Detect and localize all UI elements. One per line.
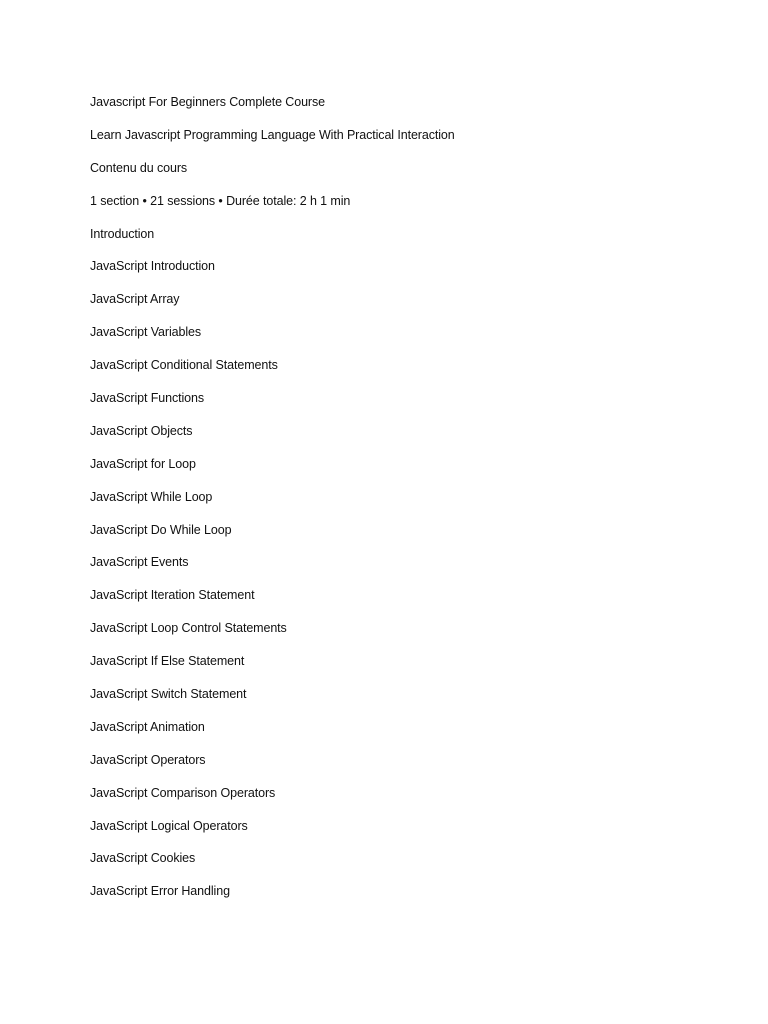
document-page xyxy=(90,92,730,914)
lesson-item: JavaScript Introduction xyxy=(90,259,215,274)
course-summary: 1 section • 21 sessions • Durée totale: 2 h 1 min xyxy=(90,193,351,208)
lesson-item: JavaScript While Loop xyxy=(90,489,213,504)
lesson-item: JavaScript Switch Statement xyxy=(90,687,247,702)
lesson-item: JavaScript Cookies xyxy=(90,851,196,866)
section-title: Introduction xyxy=(90,226,155,241)
lesson-item: JavaScript Conditional Statements xyxy=(90,358,278,373)
course-subtitle: Learn Javascript Programming Language With Practical Interaction xyxy=(90,127,455,142)
lesson-item: JavaScript If Else Statement xyxy=(90,654,245,669)
lesson-list xyxy=(90,256,730,914)
lesson-item: JavaScript for Loop xyxy=(90,456,196,471)
lesson-item: JavaScript Do While Loop xyxy=(90,522,232,537)
lesson-item: JavaScript Functions xyxy=(90,391,205,406)
lesson-item: JavaScript Variables xyxy=(90,325,202,340)
lesson-item: JavaScript Iteration Statement xyxy=(90,588,255,603)
lesson-item: JavaScript Loop Control Statements xyxy=(90,621,287,636)
course-title: Javascript For Beginners Complete Course xyxy=(90,95,325,109)
content-heading: Contenu du cours xyxy=(90,160,188,175)
lesson-item: JavaScript Comparison Operators xyxy=(90,785,276,800)
lesson-item: JavaScript Operators xyxy=(90,752,206,767)
lesson-item: JavaScript Error Handling xyxy=(90,884,230,899)
lesson-item: JavaScript Animation xyxy=(90,719,205,734)
lesson-item: JavaScript Array xyxy=(90,292,180,307)
lesson-item: JavaScript Events xyxy=(90,555,189,570)
lesson-item: JavaScript Logical Operators xyxy=(90,818,248,833)
lesson-item: JavaScript Objects xyxy=(90,423,193,438)
